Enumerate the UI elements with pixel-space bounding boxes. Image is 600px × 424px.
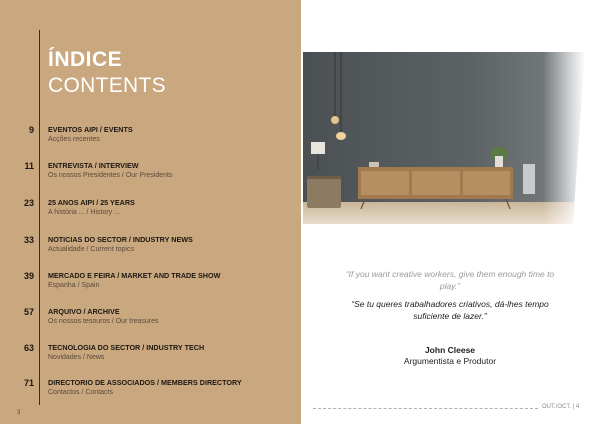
toc-page-number: 39 bbox=[23, 271, 34, 281]
toc-page-number: 63 bbox=[23, 343, 34, 353]
toc-title: DIRECTORIO DE ASSOCIADOS / MEMBERS DIRECTORY bbox=[48, 378, 242, 387]
toc-page-number: 23 bbox=[23, 198, 34, 208]
toc-subtitle: Actualidade / Current topics bbox=[48, 246, 134, 253]
toc-entry[interactable] bbox=[0, 235, 300, 261]
footer-dashed-line bbox=[313, 408, 538, 409]
toc-subtitle: Novidades / News bbox=[48, 354, 105, 361]
contents-title: CONTENTS bbox=[48, 74, 166, 97]
index-title: ÍNDICE bbox=[48, 48, 123, 71]
toc-title: EVENTOS AIPI / EVENTS bbox=[48, 125, 133, 134]
toc-entry[interactable] bbox=[0, 343, 300, 369]
toc-title: ARQUIVO / ARCHIVE bbox=[48, 307, 120, 316]
toc-page-number: 33 bbox=[23, 235, 34, 245]
toc-entry[interactable] bbox=[0, 198, 300, 224]
page-number-right: OUT./OCT. | 4 bbox=[542, 404, 580, 410]
interior-photo bbox=[303, 52, 585, 224]
toc-page-number: 11 bbox=[24, 161, 34, 171]
toc-title: 25 ANOS AIPI / 25 YEARS bbox=[48, 198, 135, 207]
toc-title: TECNOLOGIA DO SECTOR / INDUSTRY TECH bbox=[48, 343, 205, 352]
toc-subtitle: Espanha / Spain bbox=[48, 282, 100, 289]
toc-subtitle: Acções recentes bbox=[48, 136, 100, 143]
toc-entry[interactable] bbox=[0, 307, 300, 333]
toc-subtitle: Contactos / Contacts bbox=[48, 389, 113, 396]
toc-title: MERCADO E FEIRA / MARKET AND TRADE SHOW bbox=[48, 271, 221, 280]
toc-subtitle: Os nossos tesouros / Our treasures bbox=[48, 318, 159, 325]
quote-english: “If you want creative workers, give them enough time to play.” bbox=[345, 269, 555, 291]
toc-entry[interactable] bbox=[0, 378, 300, 404]
toc-entry[interactable] bbox=[0, 125, 300, 151]
toc-title: NOTICIAS DO SECTOR / INDUSTRY NEWS bbox=[48, 235, 193, 244]
toc-entry[interactable] bbox=[0, 271, 300, 297]
quote-author: John Cleese bbox=[424, 345, 476, 355]
toc-subtitle: A história ... / History ... bbox=[48, 209, 120, 216]
toc-subtitle: Os nossos Presidentes / Our Presidents bbox=[48, 172, 173, 179]
author-role: Argumentista e Produtor bbox=[403, 356, 497, 366]
toc-page-number: 57 bbox=[23, 307, 34, 317]
toc-title: ENTREVISTA / INTERVIEW bbox=[48, 161, 139, 170]
toc-page-number: 9 bbox=[28, 125, 34, 135]
quote-portuguese: “Se tu queres trabalhadores criativos, dá-lhes tempo suficiente de lazer.” bbox=[351, 299, 549, 321]
toc-entry[interactable] bbox=[0, 161, 300, 187]
toc-page-number: 71 bbox=[23, 378, 34, 388]
page-number-left: 3 bbox=[17, 410, 21, 416]
